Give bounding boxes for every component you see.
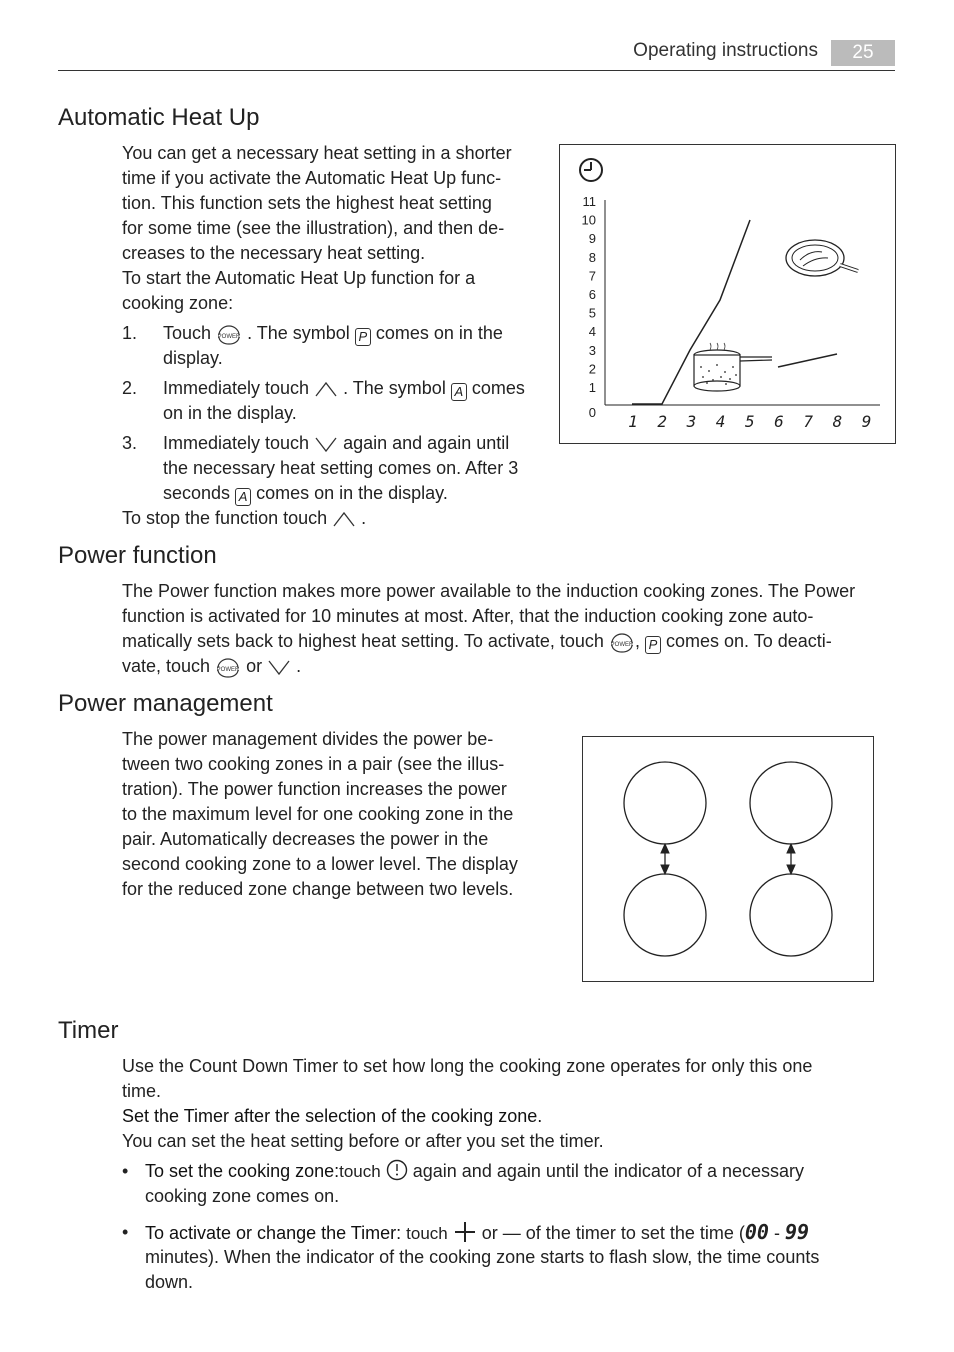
step-text: . The symbol — [247, 323, 350, 343]
step-text: display. — [163, 348, 223, 368]
cooking-zones-svg — [583, 737, 873, 981]
text-line: tween two cooking zones in a pair (see the illus- — [122, 754, 505, 774]
y-tick-label: 3 — [588, 342, 596, 358]
y-tick-label: 10 — [581, 212, 596, 228]
x-tick-label: 2 — [657, 412, 668, 431]
chevron-up-icon — [332, 510, 356, 528]
double-arrow-left-icon — [661, 844, 669, 874]
cooking-zone-bottom-left — [624, 874, 706, 956]
x-tick-labels — [628, 412, 871, 431]
y-tick-label: 2 — [588, 361, 596, 377]
step-text: Immediately touch — [163, 433, 310, 453]
power-management-text — [122, 727, 562, 902]
y-tick-labels — [582, 194, 596, 420]
intro-line: for some time (see the illustration), and then de- — [122, 218, 505, 238]
power-function-text — [122, 579, 902, 679]
x-tick-label: 1 — [628, 412, 638, 431]
x-tick-label: 7 — [803, 412, 814, 431]
intro-line: You can get a necessary heat setting in a shorter — [122, 143, 512, 163]
period: . — [296, 656, 302, 676]
x-tick-label: 4 — [715, 412, 726, 431]
bullet-text: touch — [339, 1162, 381, 1181]
text-line: tration). The power function increases the power — [122, 779, 507, 799]
y-tick-label: 0 — [588, 405, 596, 420]
text-line: pair. Automatically decreases the power in the — [122, 829, 489, 849]
step-text: comes on in the — [375, 323, 503, 343]
power-icon-label: POWER — [216, 667, 240, 673]
text-line: Use the Count Down Timer to set how long the cooking zone operates for only this one — [122, 1056, 813, 1076]
timer-clock-icon — [386, 1159, 408, 1181]
symbol-a-icon: A — [235, 488, 251, 506]
symbol-p-icon: P — [355, 328, 371, 346]
text-line: comes on. To deacti- — [666, 631, 832, 651]
step-text: comes — [471, 378, 525, 398]
text-line: You can set the heat setting before or after you set the timer. — [122, 1131, 604, 1151]
power-icon-label: POWER — [610, 642, 634, 648]
cooking-zone-top-right — [750, 762, 832, 844]
display-max-value: 99 — [785, 1220, 810, 1244]
stop-instruction — [122, 506, 366, 531]
chevron-down-icon — [314, 435, 338, 453]
x-tick-label: 3 — [686, 412, 697, 431]
y-tick-label: 6 — [588, 287, 596, 302]
step-text: comes on in the display. — [256, 483, 448, 503]
bullet-text: or — of the timer to set the time ( — [481, 1223, 745, 1243]
cooking-zones-diagram — [582, 736, 874, 982]
display-min-value: 00 — [744, 1220, 769, 1244]
intro-line: To start the Automatic Heat Up function for a — [122, 268, 476, 288]
step-number: 1. — [122, 323, 138, 343]
heat-up-chart-svg — [560, 145, 895, 443]
step-text: Touch — [163, 323, 212, 343]
step-text: seconds — [163, 483, 231, 503]
step-text: on in the display. — [163, 403, 297, 423]
pan-icon — [786, 240, 858, 276]
x-tick-label: 9 — [861, 412, 872, 431]
timer-text — [122, 1054, 902, 1154]
plus-icon — [453, 1221, 477, 1243]
bullet-text: cooking zone comes on. — [145, 1186, 340, 1206]
intro-line: tion. This function sets the highest heat setting — [122, 193, 492, 213]
bullet-label: To activate or change the Timer: — [145, 1223, 402, 1243]
cooking-zone-bottom-right — [750, 874, 832, 956]
bullet-text: again and again until the indicator of a necessary — [412, 1161, 805, 1181]
bullet-label: To set the cooking zone: — [145, 1161, 340, 1181]
auto-heat-intro — [122, 141, 552, 316]
text-line-emphasis: Set the Timer after the selection of the cooking zone. — [122, 1106, 543, 1126]
chevron-down-icon — [267, 658, 291, 676]
text-line: matically sets back to highest heat setting. To activate, touch — [122, 631, 604, 651]
bullet-text: minutes). When the indicator of the cooking zone starts to flash slow, the time counts — [145, 1247, 820, 1267]
y-tick-label: 7 — [588, 268, 596, 284]
settle-curve-line — [778, 354, 837, 367]
header-section: Operating instructions — [633, 40, 818, 61]
display-dash: - — [773, 1223, 780, 1243]
double-arrow-right-icon — [787, 844, 795, 874]
intro-line: creases to the necessary heat setting. — [122, 243, 426, 263]
y-tick-label: 5 — [588, 305, 596, 321]
bullet-dot: • — [122, 1161, 129, 1181]
section-title-timer: Timer — [58, 1017, 119, 1044]
step-text: . The symbol — [343, 378, 446, 398]
step-text: the necessary heat setting comes on. After 3 — [163, 458, 519, 478]
text-line: time. — [122, 1081, 162, 1101]
clock-icon — [580, 159, 602, 181]
symbol-a-icon: A — [451, 383, 467, 401]
cooking-zone-top-left — [624, 762, 706, 844]
bullet-text: down. — [145, 1272, 194, 1292]
x-tick-label: 6 — [774, 412, 784, 431]
y-tick-label: 11 — [582, 194, 596, 209]
text-line: The Power function makes more power available to the induction cooking zones. The Power — [122, 581, 856, 601]
x-tick-label: 5 — [744, 412, 755, 431]
symbol-p-icon: P — [645, 636, 661, 654]
page-number: 25 — [831, 40, 895, 66]
header-rule — [58, 70, 895, 71]
y-tick-label: 8 — [588, 249, 596, 265]
power-icon — [609, 631, 635, 653]
section-title-auto-heat: Automatic Heat Up — [58, 104, 260, 131]
power-icon-label: POWER — [217, 334, 241, 340]
power-icon — [215, 656, 241, 678]
text-line: vate, touch — [122, 656, 211, 676]
intro-line: time if you activate the Automatic Heat Up func- — [122, 168, 502, 188]
text-line: to the maximum level for one cooking zone in the — [122, 804, 514, 824]
x-tick-label: 8 — [832, 412, 843, 431]
text-line: The power management divides the power be- — [122, 729, 494, 749]
chevron-up-icon — [314, 380, 338, 398]
intro-line: cooking zone: — [122, 293, 234, 313]
text-line: for the reduced zone change between two levels. — [122, 879, 514, 899]
y-tick-label: 1 — [588, 380, 596, 395]
comma: , — [634, 631, 640, 651]
bullet-text: touch — [406, 1224, 448, 1243]
bullet-dot: • — [122, 1222, 129, 1242]
power-icon — [216, 323, 242, 345]
text-or: or — [246, 656, 263, 676]
text-line: function is activated for 10 minutes at most. After, that the induction cooking zone auto- — [122, 606, 814, 626]
y-tick-label: 9 — [588, 231, 596, 247]
y-tick-label: 4 — [588, 324, 596, 340]
section-title-power-management: Power management — [58, 690, 273, 717]
step-number: 3. — [122, 433, 138, 453]
pot-icon — [694, 343, 772, 391]
step-number: 2. — [122, 378, 138, 398]
text-line: second cooking zone to a lower level. The display — [122, 854, 518, 874]
section-title-power-function: Power function — [58, 542, 217, 569]
heat-up-chart — [559, 144, 896, 444]
stop-text: To stop the function touch — [122, 508, 328, 528]
step-text: Immediately touch — [163, 378, 310, 398]
step-text: again and again until — [343, 433, 510, 453]
stop-text-end: . — [361, 508, 367, 528]
